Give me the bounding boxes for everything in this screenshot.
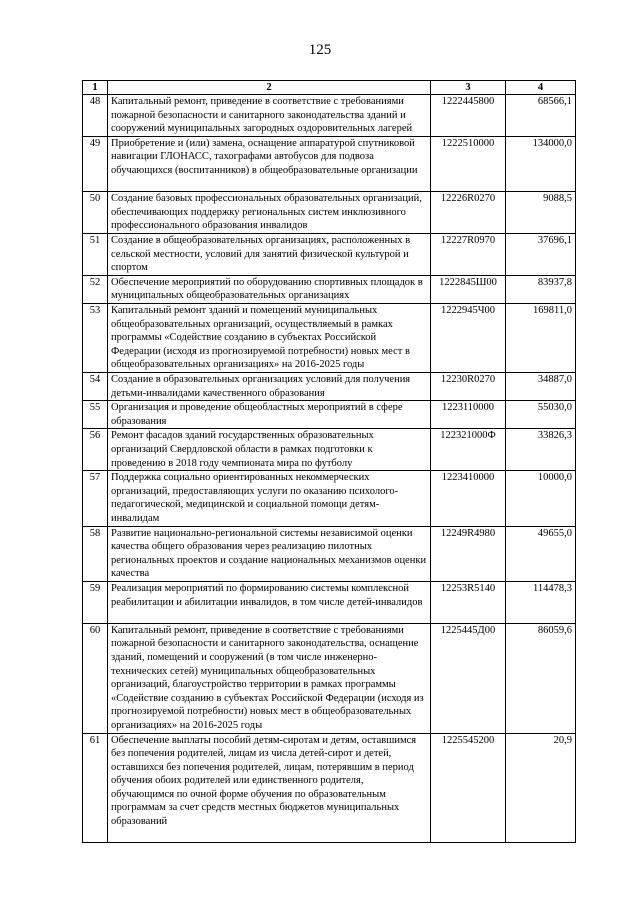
table-row bbox=[83, 303, 576, 372]
row-description: Поддержка социально ориентированных некоммерческих организаций, предоставляющих услуги по оказанию психолого-педагогической, медицинской и социальной помощи детям-инвалидам bbox=[108, 471, 431, 526]
row-number: 61 bbox=[83, 733, 108, 843]
row-number: 48 bbox=[83, 95, 108, 137]
table-row bbox=[83, 526, 576, 581]
row-amount: 169811,0 bbox=[506, 303, 576, 372]
row-description: Приобретение и (или) замена, оснащение аппаратурой спутниковой навигации ГЛОНАСС, тахографами автобусов для подвоза обучающихся (воспитанников) в общеобразовательные организации bbox=[108, 136, 431, 191]
row-budget-code: 1223110000 bbox=[431, 401, 506, 429]
row-budget-code: 12249R4980 bbox=[431, 526, 506, 581]
row-description: Создание базовых профессиональных образовательных организаций, обеспечивающих поддержку региональных систем инклюзивного профессионального образования инвалидов bbox=[108, 192, 431, 234]
table-row bbox=[83, 471, 576, 526]
row-budget-code: 1222945Ч00 bbox=[431, 303, 506, 372]
table-row bbox=[83, 372, 576, 400]
row-number: 58 bbox=[83, 526, 108, 581]
row-budget-code: 12253R5140 bbox=[431, 581, 506, 623]
table-row bbox=[83, 192, 576, 234]
row-description: Капитальный ремонт зданий и помещений муниципальных общеобразовательных организаций, осуществляемый в рамках программы «Содействие созданию в субъектах Российской Федерации (исходя из прогнозируемой потребности) новых мест в общеобразовательных организациях» на 2016-2025 годы bbox=[108, 303, 431, 372]
row-budget-code: 12227R0970 bbox=[431, 233, 506, 275]
page-number: 125 bbox=[308, 42, 332, 58]
row-amount: 83937,8 bbox=[506, 275, 576, 303]
row-budget-code: 1222510000 bbox=[431, 136, 506, 191]
row-amount: 20,9 bbox=[506, 733, 576, 843]
row-description: Капитальный ремонт, приведение в соответствие с требованиями пожарной безопасности и санитарного законодательства, оснащение зданий, помещений и сооружений (в том числе инженерно-технических сетей) муниципальных общеобразовательных организаций, благоустройство территории в рамках программы «Содействие созданию в субъектах Российской Федерации (исходя из прогнозируемой потребности) новых мест в общеобразовательных организациях» на 2016-2025 годы bbox=[108, 623, 431, 733]
table-header-row bbox=[83, 81, 576, 95]
row-description: Обеспечение выплаты пособий детям-сиротам и детям, оставшимся без попечения родителей, лицам из числа детей-сирот и детей, оставшихся без попечения родителей, лицам, потерявшим в период обучения обоих родителей или единственного родителя, обучающимся по очной форме обучения по образовательным программам за счет средств местных бюджетов муниципальных образований bbox=[108, 733, 431, 843]
table-row bbox=[83, 275, 576, 303]
row-amount: 33826,3 bbox=[506, 429, 576, 471]
row-amount: 37696,1 bbox=[506, 233, 576, 275]
column-header-amount: 4 bbox=[506, 81, 576, 95]
budget-table bbox=[82, 80, 576, 843]
row-budget-code: 1222845Ш00 bbox=[431, 275, 506, 303]
table-body bbox=[83, 95, 576, 843]
column-header-description: 2 bbox=[108, 81, 431, 95]
row-amount: 55030,0 bbox=[506, 401, 576, 429]
table-row bbox=[83, 401, 576, 429]
row-budget-code: 12226R0270 bbox=[431, 192, 506, 234]
row-amount: 68566,1 bbox=[506, 95, 576, 137]
row-number: 55 bbox=[83, 401, 108, 429]
row-description: Организация и проведение общеобластных мероприятий в сфере образования bbox=[108, 401, 431, 429]
row-description: Реализация мероприятий по формированию системы комплексной реабилитации и абилитации инвалидов, в том числе детей-инвалидов bbox=[108, 581, 431, 623]
row-amount: 114478,3 bbox=[506, 581, 576, 623]
row-description: Создание в образовательных организациях условий для получения детьми-инвалидами качественного образования bbox=[108, 372, 431, 400]
column-header-number: 1 bbox=[83, 81, 108, 95]
row-amount: 86059,6 bbox=[506, 623, 576, 733]
row-budget-code: 1225445Д00 bbox=[431, 623, 506, 733]
row-budget-code: 1223410000 bbox=[431, 471, 506, 526]
row-budget-code: 122321000Ф bbox=[431, 429, 506, 471]
row-description: Развитие национально-региональной системы независимой оценки качества общего образования через реализацию пилотных региональных проектов и создание национальных механизмов оценки качества bbox=[108, 526, 431, 581]
row-number: 50 bbox=[83, 192, 108, 234]
row-number: 52 bbox=[83, 275, 108, 303]
row-amount: 49655,0 bbox=[506, 526, 576, 581]
row-description: Ремонт фасадов зданий государственных образовательных организаций Свердловской области в рамках подготовки к проведению в 2018 году чемпионата мира по футболу bbox=[108, 429, 431, 471]
row-budget-code: 12230R0270 bbox=[431, 372, 506, 400]
row-description: Обеспечение мероприятий по оборудованию спортивных площадок в муниципальных общеобразовательных организациях bbox=[108, 275, 431, 303]
row-budget-code: 1225545200 bbox=[431, 733, 506, 843]
table-row bbox=[83, 95, 576, 137]
row-number: 57 bbox=[83, 471, 108, 526]
table-row bbox=[83, 623, 576, 733]
table-row bbox=[83, 136, 576, 191]
row-description: Создание в общеобразовательных организациях, расположенных в сельской местности, условий для занятий физической культурой и спортом bbox=[108, 233, 431, 275]
table-row bbox=[83, 581, 576, 623]
row-number: 53 bbox=[83, 303, 108, 372]
row-number: 56 bbox=[83, 429, 108, 471]
row-number: 54 bbox=[83, 372, 108, 400]
row-description: Капитальный ремонт, приведение в соответствие с требованиями пожарной безопасности и санитарного законодательства зданий и сооружений муниципальных загородных оздоровительных лагерей bbox=[108, 95, 431, 137]
column-header-code: 3 bbox=[431, 81, 506, 95]
row-amount: 9088,5 bbox=[506, 192, 576, 234]
table-row bbox=[83, 429, 576, 471]
row-number: 59 bbox=[83, 581, 108, 623]
row-number: 60 bbox=[83, 623, 108, 733]
row-amount: 34887,0 bbox=[506, 372, 576, 400]
row-number: 51 bbox=[83, 233, 108, 275]
table-row bbox=[83, 733, 576, 843]
row-amount: 134000,0 bbox=[506, 136, 576, 191]
row-budget-code: 1222445800 bbox=[431, 95, 506, 137]
row-amount: 10000,0 bbox=[506, 471, 576, 526]
row-number: 49 bbox=[83, 136, 108, 191]
table-row bbox=[83, 233, 576, 275]
